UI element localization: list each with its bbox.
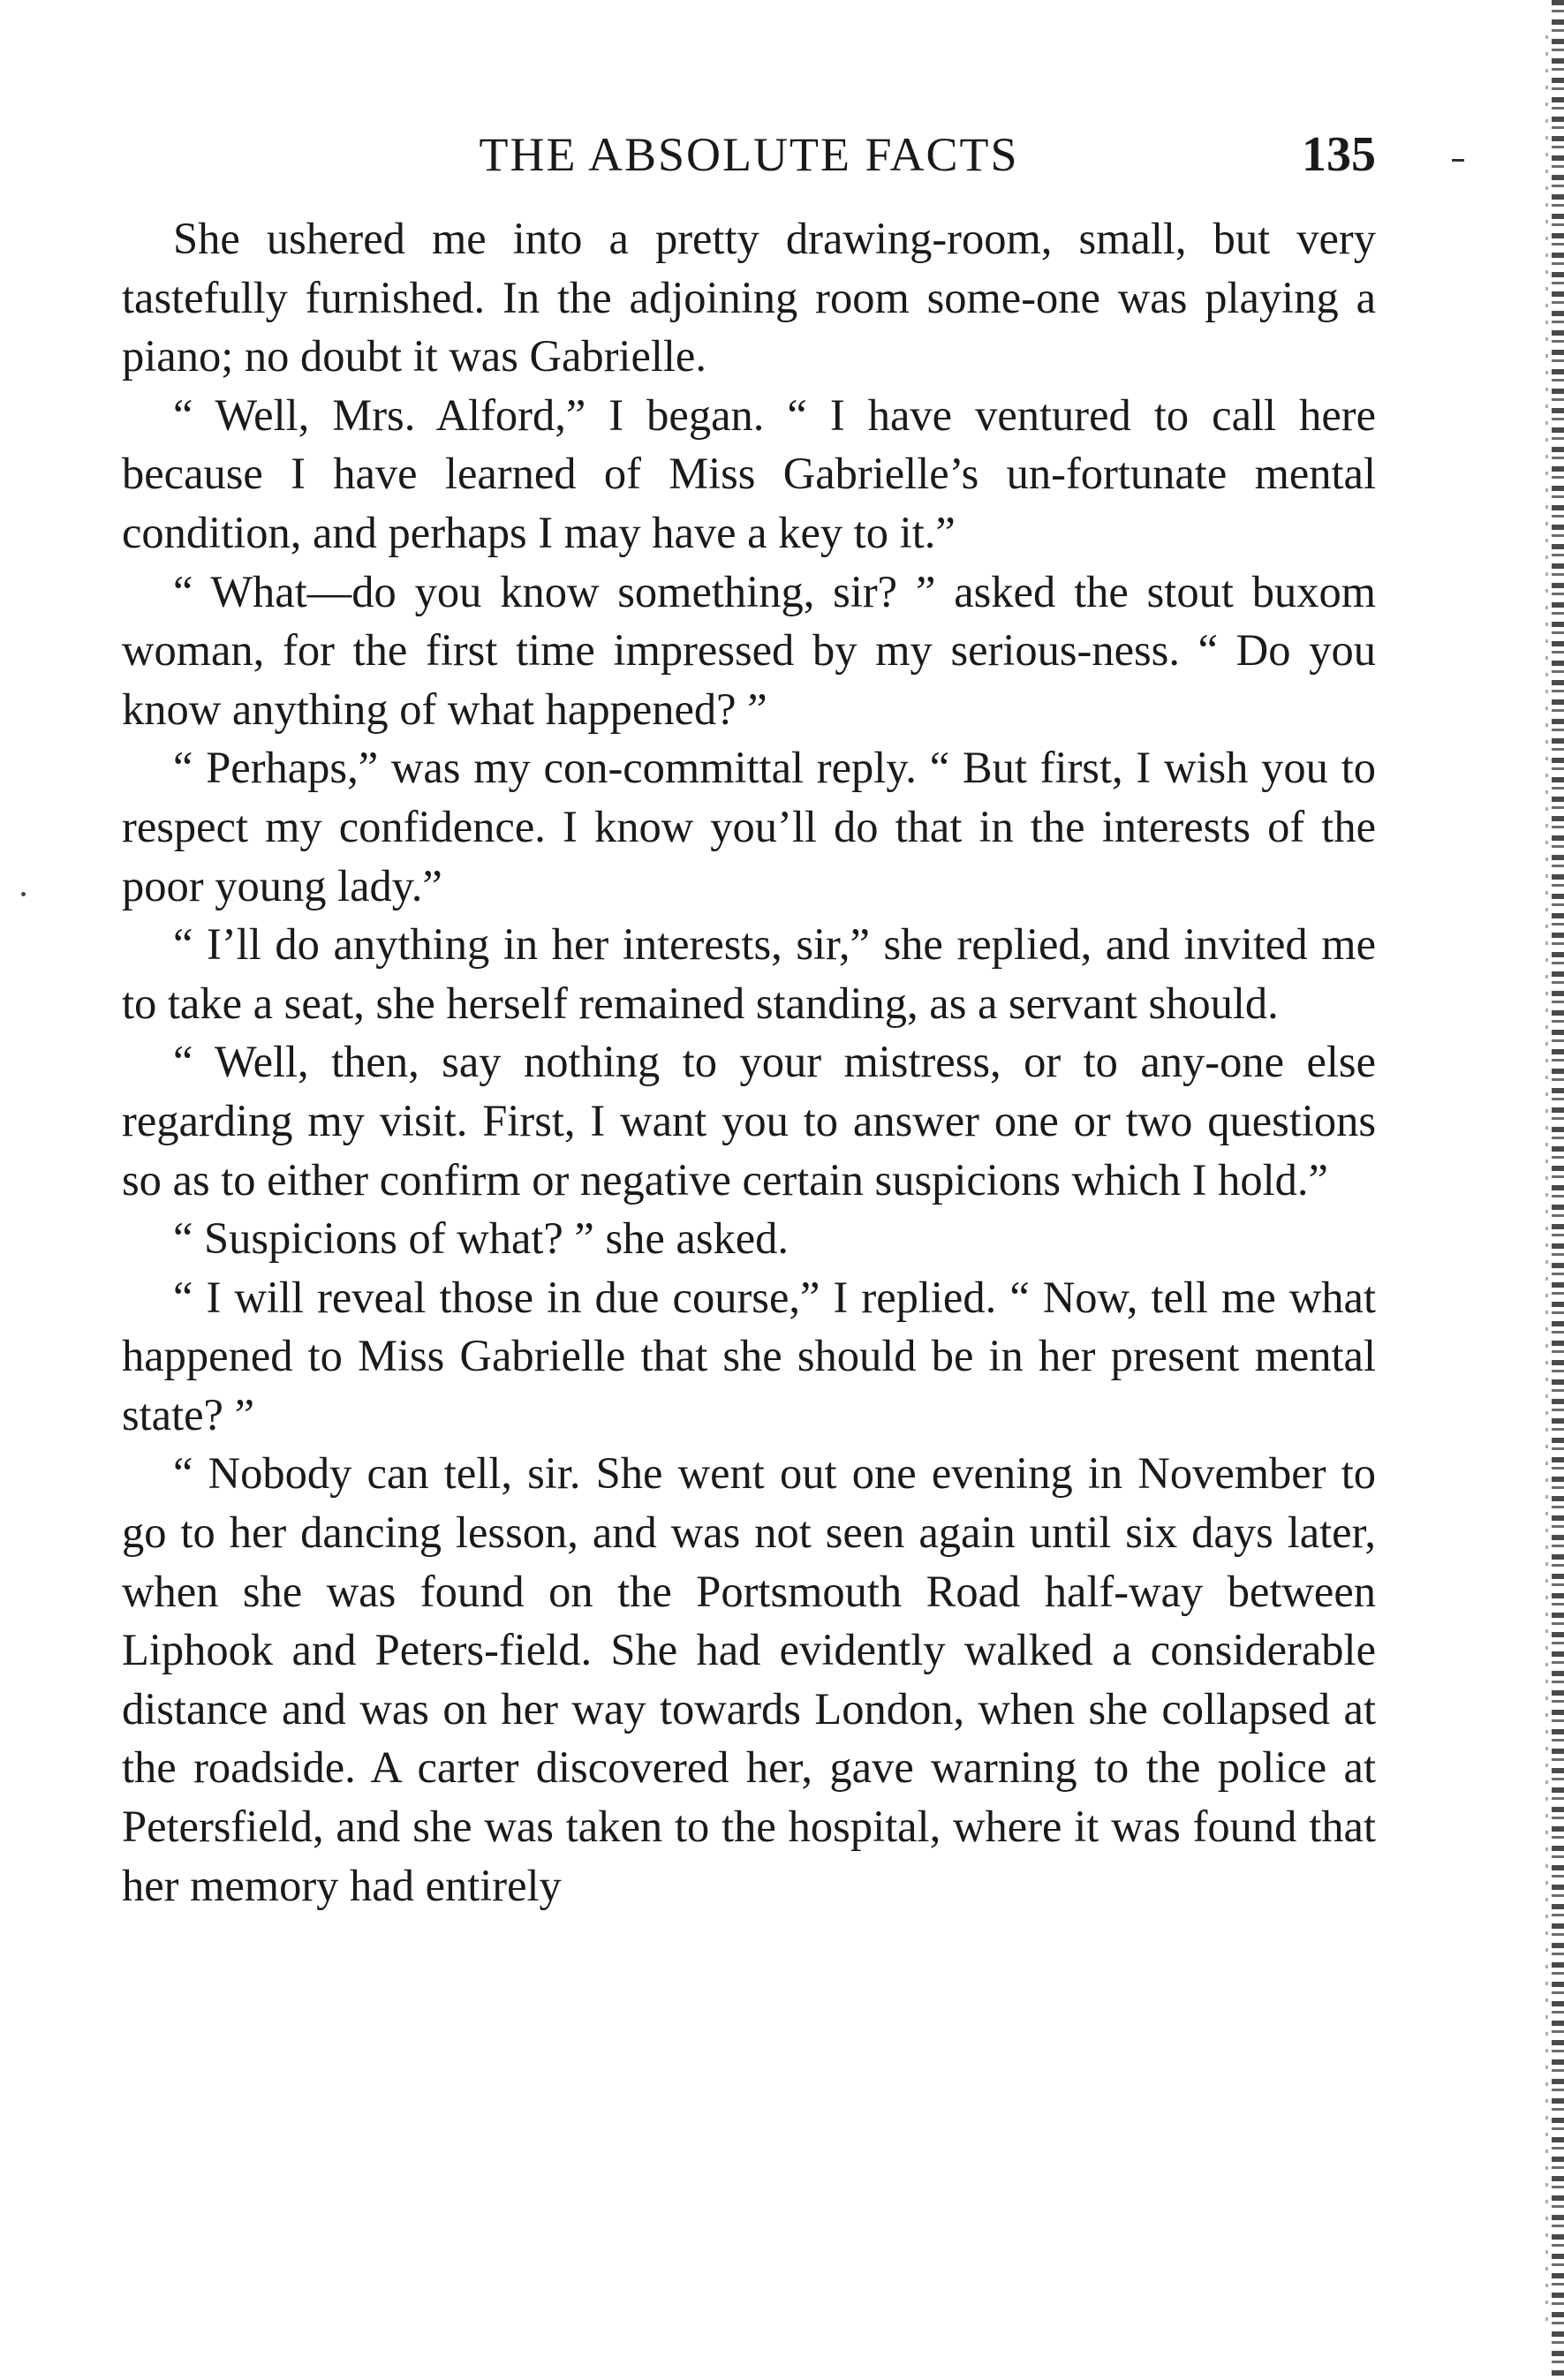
paragraph-2: “ Well, Mrs. Alford,” I began. “ I have ventured to call here because I have learned of Miss Gabrielle’s un-fortunate mental condition, and perhaps I may have a key to it.” [122,389,1376,557]
scan-dash-mark [1452,159,1464,162]
running-head [122,124,1376,185]
paragraph-3: “ What—do you know something, sir? ” asked the stout buxom woman, for the first time impressed by my serious-ness. “ Do you know anything of what happened? ” [122,566,1376,734]
paragraph-9: “ Nobody can tell, sir. She went out one evening in November to go to her dancing lesson, and was not seen again until six days later, when she was found on the Portsmouth Road half-way between Liphook and Peters-field. She had evidently walked a considerable distance and was on her way towards London, when she collapsed at the roadside. A carter discovered her, gave warning to the police at Petersfield, and she was taken to the hospital, where it was found that her memory had entirely [122,1448,1376,1910]
binding-shadow-inner [1545,35,1548,2331]
running-title: THE ABSOLUTE FACTS [479,128,1019,181]
paragraph-6: “ Well, then, say nothing to your mistress, or to any-one else regarding my visit. First, I want you to answer one or two questions so as to either confirm or negative certain suspicions which I hold.” [122,1037,1376,1205]
paragraph-4: “ Perhaps,” was my con-committal reply. “ But first, I wish you to respect my confidence. I know you’ll do that in the interests of the poor young lady.” [122,743,1376,910]
paragraph-5: “ I’ll do anything in her interests, sir,” she replied, and invited me to take a seat, she herself remained standing, as a servant should. [122,919,1376,1028]
paragraph-1: She ushered me into a pretty drawing-room, small, but very tastefully furnished. In the adjoining room some-one was playing a piano; no doubt it was Gabrielle. [122,214,1376,382]
scan-speck [21,892,26,896]
page-number: 135 [1302,127,1376,182]
body-text [122,209,1376,1915]
paragraph-8: “ I will reveal those in due course,” I replied. “ Now, tell me what happened to Miss Gabrielle that she should be in her present mental state? ” [122,1272,1376,1439]
paragraph-7: “ Suspicions of what? ” she asked. [173,1213,790,1264]
binding-shadow-edge [1552,0,1564,2380]
